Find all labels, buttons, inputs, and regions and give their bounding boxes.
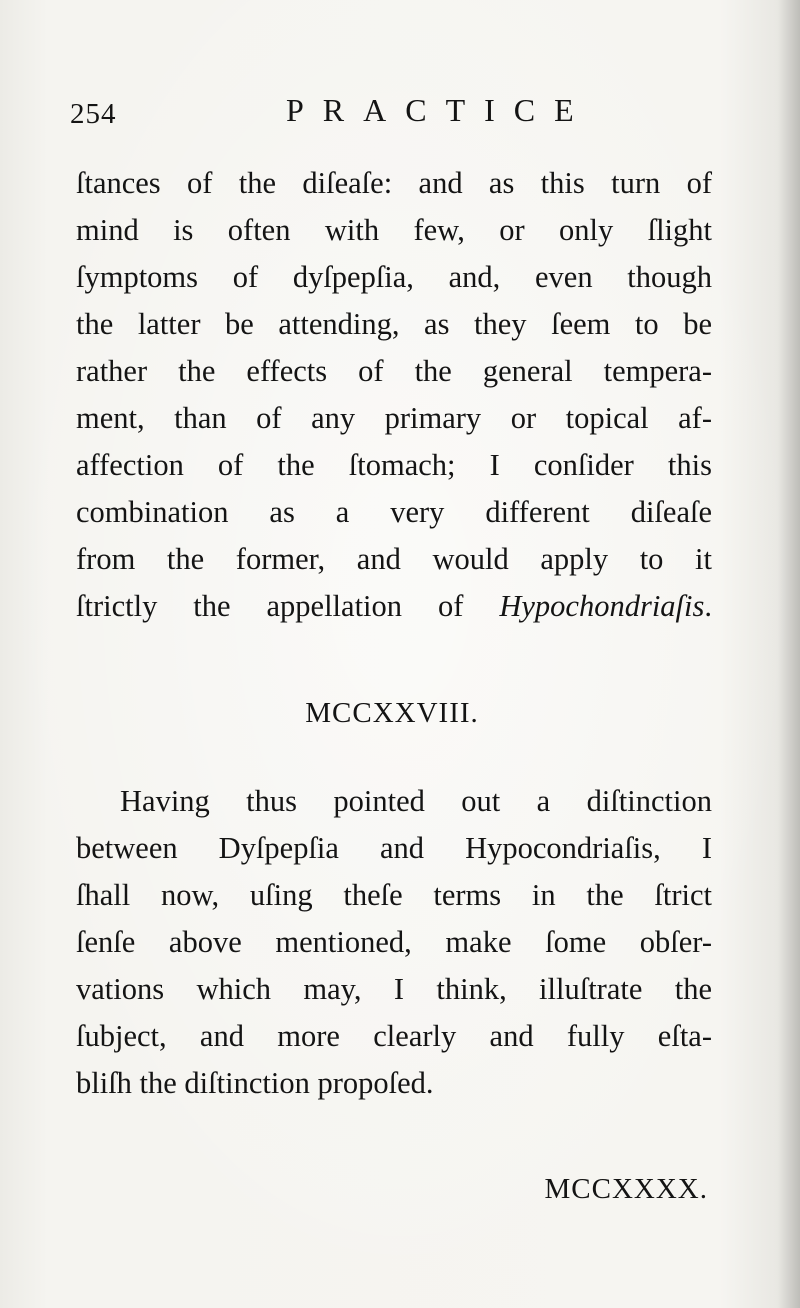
section-heading bbox=[0, 697, 800, 730]
catchword: MCCXXXX. bbox=[544, 1173, 708, 1205]
running-head: PRACTICE bbox=[286, 92, 593, 128]
page-number: 254 bbox=[70, 98, 117, 130]
section-number: MCCXXVIII. bbox=[305, 697, 479, 729]
text-fragment: ſtrictly the appellation of bbox=[76, 589, 500, 623]
page-edge-shadow bbox=[778, 0, 800, 1308]
text-line-last: bliſh the diſtinction propoſed. bbox=[76, 1066, 434, 1100]
italic-term: Hypochondriaſis bbox=[499, 589, 705, 623]
paragraph-1 bbox=[76, 160, 712, 630]
text-line: Having thus pointed out a diſtinction bbox=[120, 784, 712, 818]
text-line: ſhall now, uſing theſe terms in the ſtrict bbox=[76, 878, 712, 912]
text-line: mind is often with few, or only ſlight bbox=[76, 213, 712, 247]
text-line: affection of the ſtomach; I conſider this bbox=[76, 448, 712, 482]
text-line: from the former, and would apply to it bbox=[76, 542, 712, 576]
paragraph-2 bbox=[76, 778, 712, 1107]
text-line: ment, than of any primary or topical af- bbox=[76, 401, 712, 435]
text-line-last bbox=[76, 583, 712, 630]
text-line: the latter be attending, as they ſeem to be bbox=[76, 307, 712, 341]
text-line: between Dyſpepſia and Hypocondriaſis, I bbox=[76, 831, 712, 865]
text-fragment: . bbox=[704, 589, 712, 623]
text-line: rather the effects of the general tempera- bbox=[76, 354, 712, 388]
page-header bbox=[70, 92, 730, 142]
text-line: combination as a very different diſeaſe bbox=[76, 495, 712, 529]
text-line: ſtances of the diſeaſe: and as this turn of bbox=[76, 166, 712, 200]
text-line: vations which may, I think, illuſtrate the bbox=[76, 972, 712, 1006]
text-line: ſymptoms of dyſpepſia, and, even though bbox=[76, 260, 712, 294]
text-line: ſubject, and more clearly and fully eſta- bbox=[76, 1019, 712, 1053]
text-line: ſenſe above mentioned, make ſome obſer- bbox=[76, 925, 712, 959]
